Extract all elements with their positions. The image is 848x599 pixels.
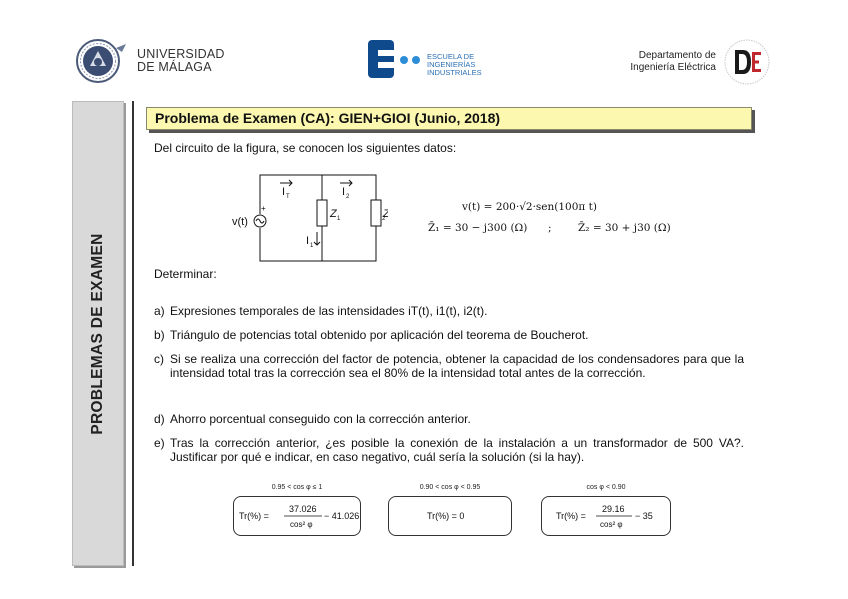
it-label: I: [282, 186, 286, 198]
question-b: [154, 328, 750, 342]
divider-line: [132, 101, 134, 566]
section-sidebar: [72, 101, 124, 566]
formula-1-den: cos² φ: [290, 520, 313, 529]
question-d-text: Ahorro porcentual conseguido con la corrección anterior.: [170, 412, 471, 426]
source-label: v(t): [232, 216, 248, 228]
question-e-text: Tras la corrección anterior, ¿es posible la conexión de la instalación a un transformador de 500 VA?. Justificar por qué e indicar, en caso negativo, cuál sería la solución (si la hay).: [170, 436, 744, 464]
question-c-label: c): [154, 352, 164, 366]
formula-3-num: 29.16: [602, 504, 625, 514]
z1-label: Z: [330, 208, 337, 220]
formula-box-2: [388, 484, 512, 536]
formula-box-1: [233, 484, 361, 536]
formula-1-num: 37.026: [289, 504, 317, 514]
i1-label: I: [306, 235, 310, 247]
formula-1-lhs: Tr(%) =: [239, 511, 269, 521]
school-logo: [368, 40, 426, 78]
problem-title-box: [146, 107, 752, 130]
formula-3-lhs: Tr(%) =: [556, 511, 586, 521]
question-b-label: b): [154, 328, 165, 342]
equation-separator: ;: [548, 222, 552, 234]
equation-z1: Z̄₁ = 30 − j300 (Ω): [428, 222, 528, 234]
sidebar-label: PROBLEMAS DE EXAMEN: [89, 232, 106, 435]
question-e: [154, 436, 750, 464]
formula-2-condition: 0.90 < cos φ < 0.95: [419, 484, 481, 491]
intro-text: Del circuito de la figura, se conocen los siguientes datos:: [154, 141, 457, 155]
department-name: Departamento de Ingeniería Eléctrica: [630, 50, 716, 73]
determine-text: Determinar:: [154, 267, 217, 281]
school-name: ESCUELA DE INGENIERÍAS INDUSTRIALES: [427, 52, 482, 77]
question-c: [154, 352, 750, 380]
i2-label: I: [342, 186, 346, 198]
circuit-diagram: [226, 168, 388, 270]
question-a: [154, 304, 750, 318]
question-c-text: Si se realiza una corrección del factor de potencia, obtener la capacidad de los condensadores para que la intensidad total tras la corrección sea el 80% de la intensidad total antes de la corrección.: [170, 352, 744, 380]
formula-1-tail: − 41.026: [324, 511, 360, 521]
question-a-label: a): [154, 304, 165, 318]
i1-sub: 1: [310, 243, 314, 249]
question-d-label: d): [154, 412, 165, 426]
formula-3-den: cos² φ: [600, 520, 623, 529]
i2-sub: 2: [346, 194, 350, 200]
formula-3-condition: cos φ < 0.90: [586, 484, 626, 491]
question-d: [154, 412, 750, 426]
problem-title: Problema de Examen (CA): GIEN+GIOI (Junio, 2018): [155, 110, 501, 126]
equation-voltage: v(t) = 200·√2·sen(100π t): [462, 201, 597, 213]
equation-z2: Z̄₂ = 30 + j30 (Ω): [578, 222, 671, 234]
z2-sub: 2: [382, 216, 386, 222]
formula-2-lhs: Tr(%) = 0: [427, 511, 465, 521]
formula-box-3: [541, 484, 671, 536]
question-e-label: e): [154, 436, 165, 450]
university-name: UNIVERSIDAD DE MÁLAGA: [137, 47, 225, 74]
question-a-text: Expresiones temporales de las intensidades iT(t), i1(t), i2(t).: [170, 304, 488, 318]
university-logo: [72, 38, 132, 84]
formula-3-tail: − 35: [635, 511, 653, 521]
department-logo: [722, 38, 772, 86]
question-b-text: Triángulo de potencias total obtenido por aplicación del teorema de Boucherot.: [170, 328, 589, 342]
z1-sub: 1: [337, 216, 341, 222]
formula-1-condition: 0.95 < cos φ ≤ 1: [271, 484, 323, 491]
source-plus: +: [261, 204, 266, 213]
it-sub: T: [286, 194, 290, 200]
